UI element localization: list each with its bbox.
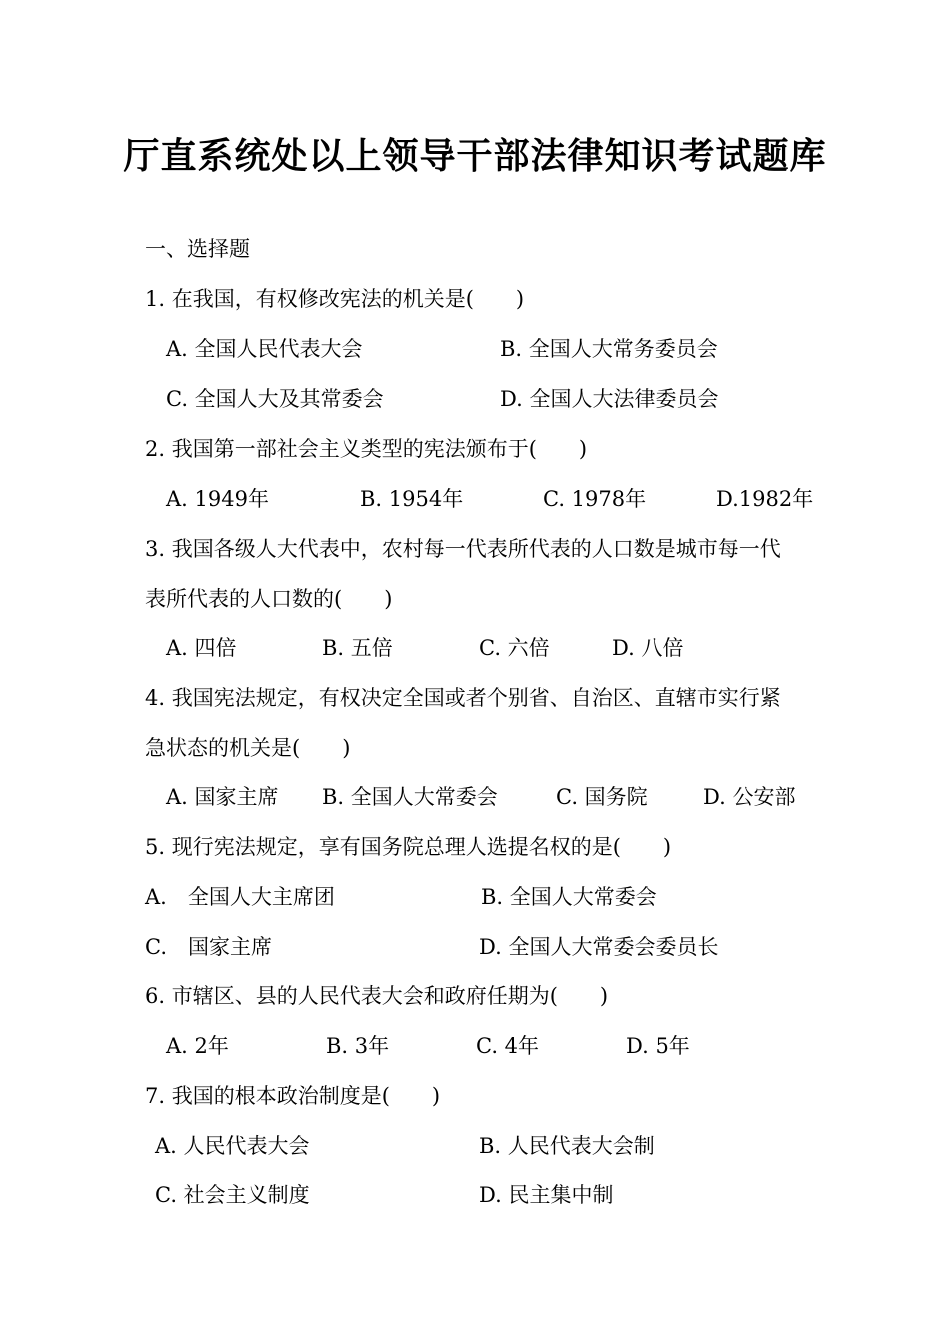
question-4-option-c: C. 国务院 [556,785,648,809]
question-5-option-d: D. 全国人大常委会委员长 [479,935,719,959]
question-6-option-d: D. 5年 [626,1034,690,1058]
question-6-text: 6. 市辖区、县的人民代表大会和政府任期为( ) [145,984,609,1008]
question-2-option-c: C. 1978年 [543,487,647,511]
question-4-option-a: A. 国家主席 [166,785,279,809]
question-2-option-b: B. 1954年 [360,487,464,511]
question-3-option-c: C. 六倍 [479,636,550,660]
question-1-option-b: B. 全国人大常务委员会 [500,337,718,361]
question-6-option-b: B. 3年 [326,1034,390,1058]
question-3-text-line-2: 表所代表的人口数的( ) [145,587,393,611]
question-5-option-c: C. 国家主席 [145,935,272,959]
question-2-option-d: D.1982年 [716,487,814,511]
question-4-text-line-1: 4. 我国宪法规定，有权决定全国或者个别省、自治区、直辖市实行紧 [145,686,781,710]
document-title: 厅直系统处以上领导干部法律知识考试题库 [123,135,827,177]
question-5-text: 5. 现行宪法规定，享有国务院总理人选提名权的是( ) [145,835,672,859]
question-1-option-d: D. 全国人大法律委员会 [500,387,719,411]
question-1-option-c: C. 全国人大及其常委会 [166,387,384,411]
section-heading: 一、选择题 [145,237,250,261]
question-3-option-d: D. 八倍 [612,636,684,660]
question-7-option-a: A. 人民代表大会 [155,1134,310,1158]
question-7-text: 7. 我国的根本政治制度是( ) [145,1084,441,1108]
question-2-option-a: A. 1949年 [166,487,269,511]
question-3-option-b: B. 五倍 [322,636,393,660]
question-4-text-line-2: 急状态的机关是( ) [145,736,351,760]
question-1-option-a: A. 全国人民代表大会 [166,337,363,361]
question-3-text-line-1: 3. 我国各级人大代表中，农村每一代表所代表的人口数是城市每一代 [145,537,781,561]
question-7-option-d: D. 民主集中制 [479,1183,614,1207]
question-4-option-d: D. 公安部 [703,785,796,809]
question-5-option-a: A. 全国人大主席团 [145,885,335,909]
question-3-option-a: A. 四倍 [166,636,237,660]
question-6-option-c: C. 4年 [476,1034,540,1058]
question-2-text: 2. 我国第一部社会主义类型的宪法颁布于( ) [145,437,588,461]
question-6-option-a: A. 2年 [166,1034,229,1058]
question-4-option-b: B. 全国人大常委会 [322,785,498,809]
question-5-option-b: B. 全国人大常委会 [481,885,657,909]
question-1-text: 1. 在我国，有权修改宪法的机关是( ) [145,287,525,311]
question-7-option-b: B. 人民代表大会制 [479,1134,655,1158]
question-7-option-c: C. 社会主义制度 [155,1183,310,1207]
